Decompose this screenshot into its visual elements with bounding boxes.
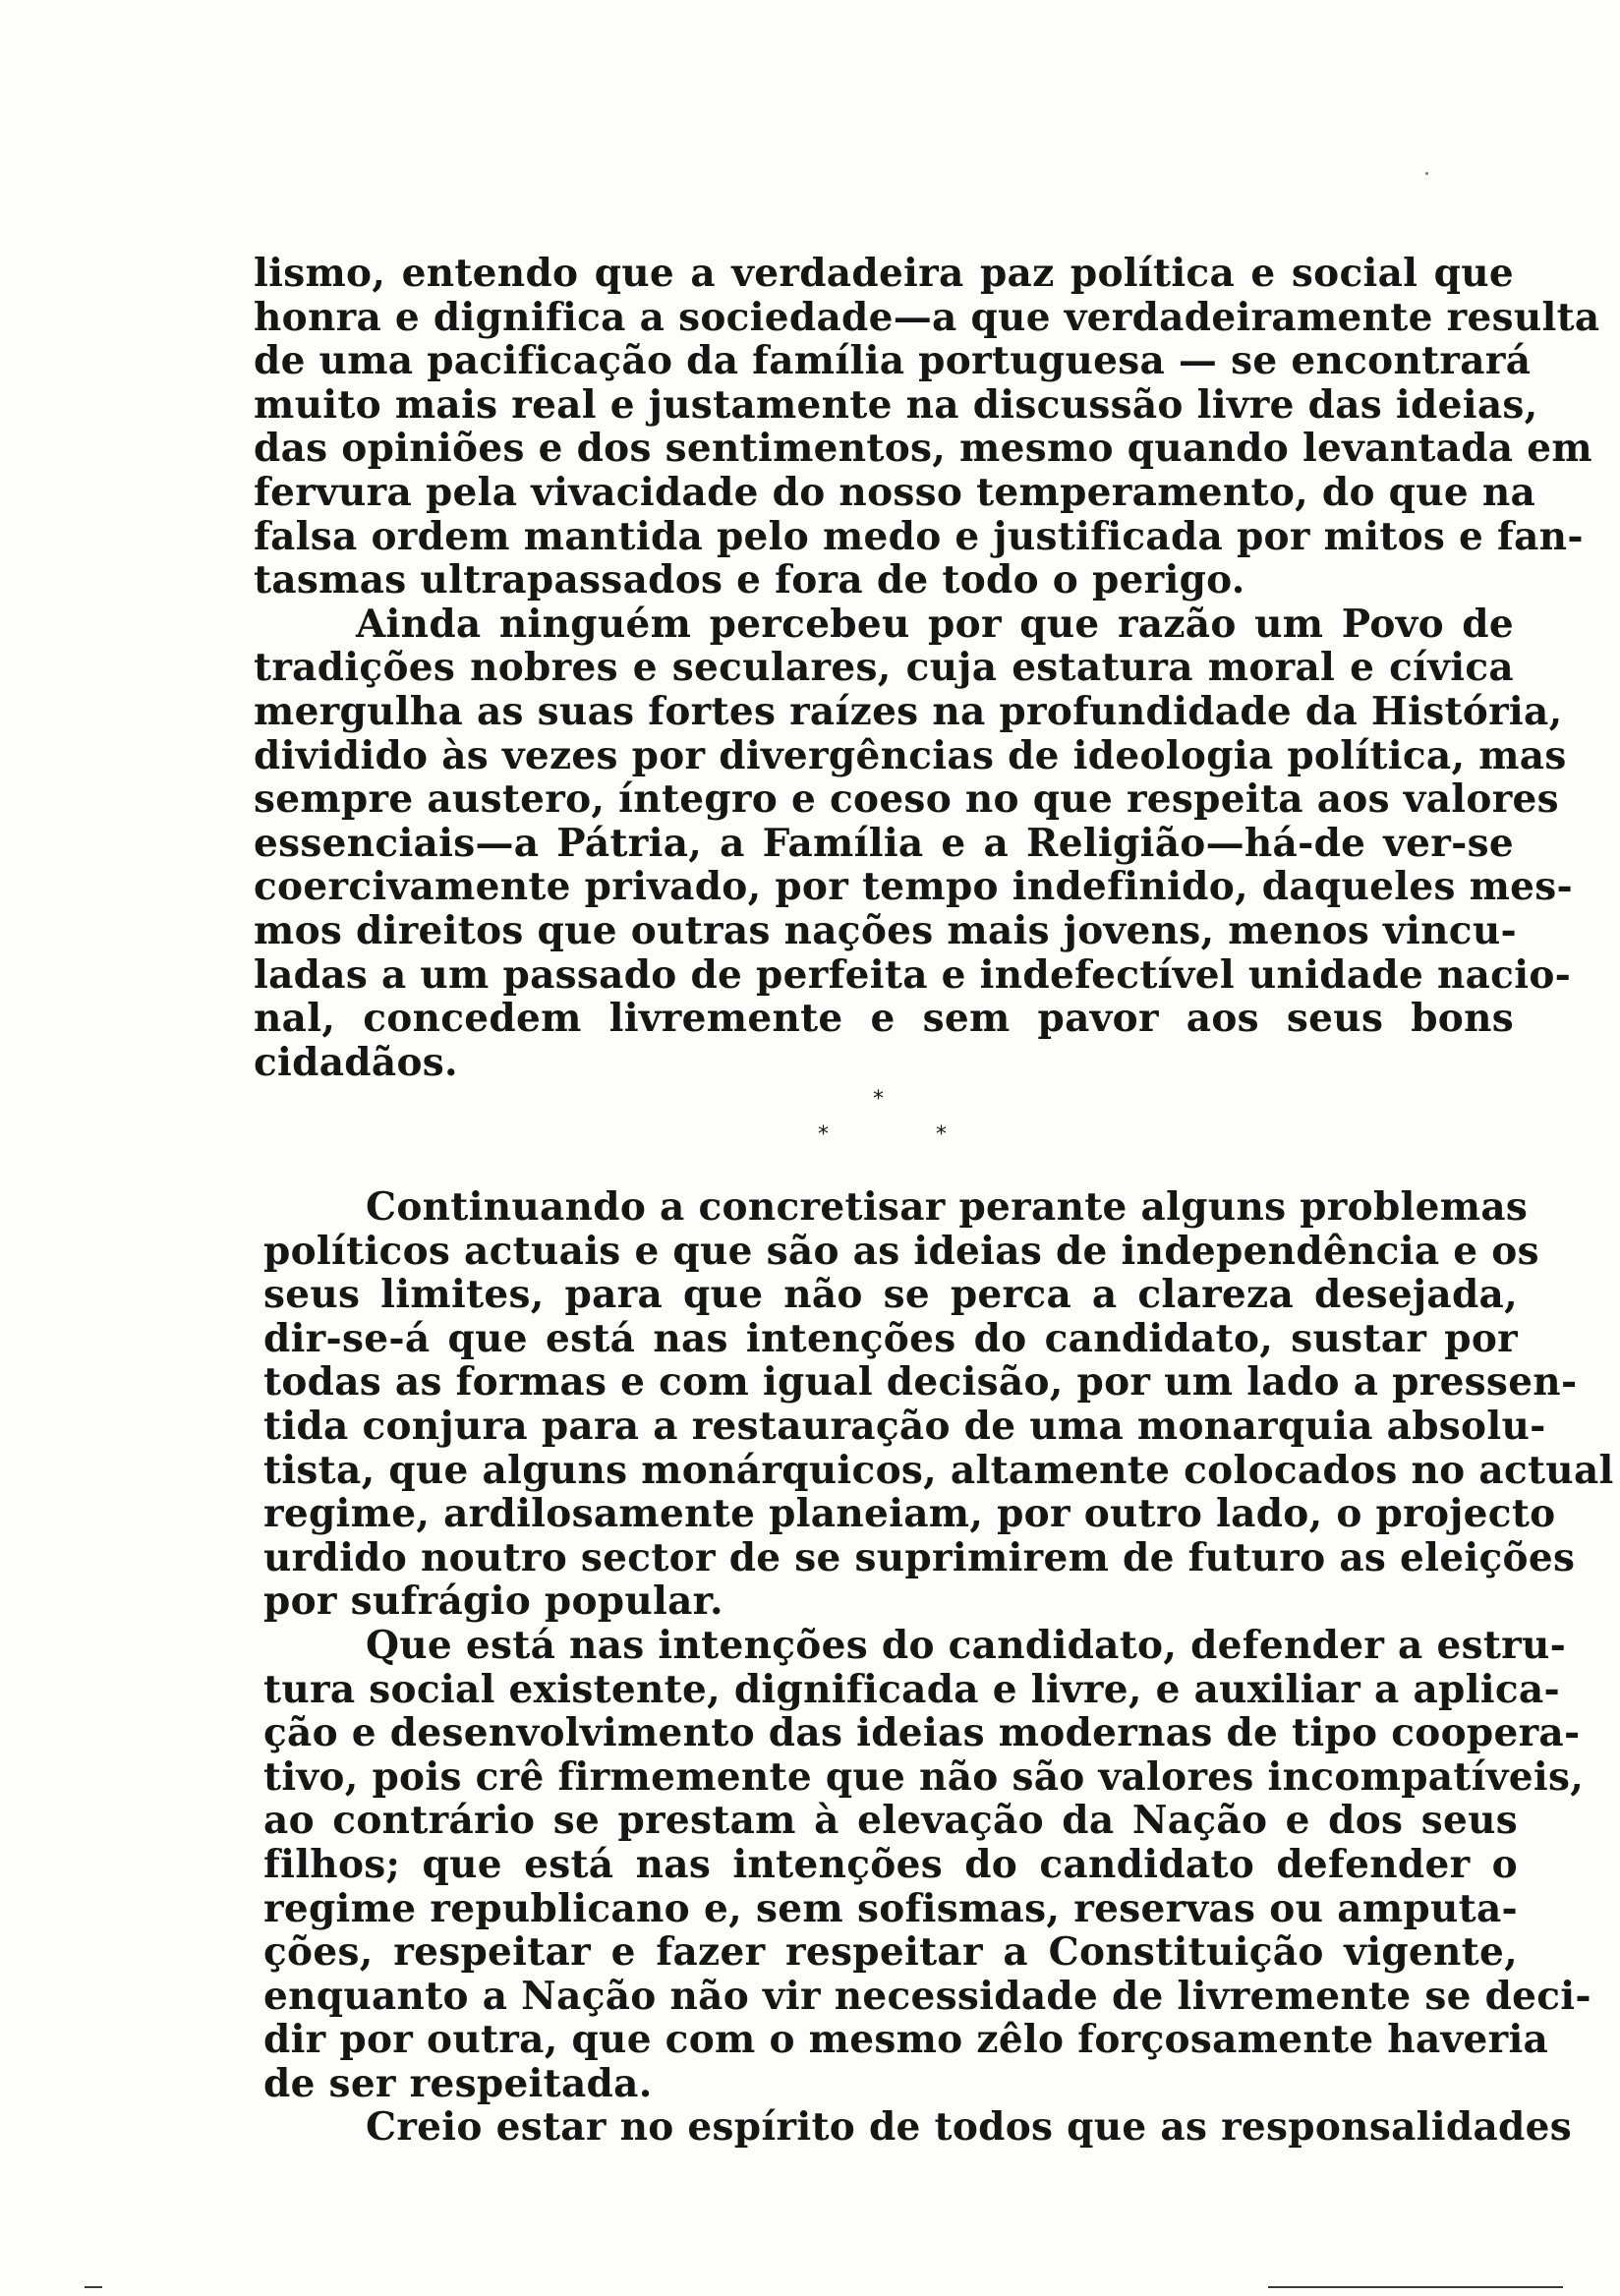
text-line: honra e dignifica a sociedade—a que verdadeiramente resulta: [254, 294, 1600, 340]
paragraph-2: [254, 601, 1574, 1085]
paragraph-1: [254, 251, 1600, 603]
text-line: mos direitos que outras nações mais jovens, menos vincu-: [254, 907, 1517, 953]
text-line: coercivamente privado, por tempo indefinido, daqueles mes-: [254, 864, 1574, 910]
text-line: essenciais—a Pátria, a Família e a Religião—há-de ver-se: [254, 820, 1514, 866]
text-line: Ainda ninguém percebeu por que razão um Povo de: [356, 601, 1514, 647]
text-line: ções, respeitar e fazer respeitar a Constituição vigente,: [263, 1929, 1518, 1976]
text-line: das opiniões e dos sentimentos, mesmo quando levantada em: [254, 426, 1592, 472]
asterisk-icon: *: [936, 1122, 947, 1147]
text-line: todas as formas e com igual decisão, por um lado a pressen-: [263, 1359, 1578, 1406]
text-line: lismo, entendo que a verdadeira paz política e social que: [254, 251, 1514, 296]
text-line: tura social existente, dignificada e livre, e auxiliar a aplica-: [263, 1666, 1560, 1712]
bottom-rule-left: [85, 2286, 102, 2288]
bottom-rule-right: [1268, 2286, 1563, 2288]
text-line: dir por outra, que com o mesmo zêlo forçosamente haveria: [263, 2017, 1549, 2063]
text-line: ção e desenvolvimento das ideias modernas de tipo coopera-: [263, 1710, 1581, 1756]
text-line: mergulha as suas fortes raízes na profundidade da História,: [254, 688, 1563, 734]
text-block-bottom: [263, 1184, 1614, 2151]
paragraph-5: [263, 2104, 1572, 2151]
paragraph-3: [263, 1184, 1614, 1625]
text-line: falsa ordem mantida pelo medo e justificada por mitos e fan-: [254, 513, 1584, 559]
text-line: regime, ardilosamente planeiam, por outro lado, o projecto: [263, 1491, 1556, 1537]
text-line: dir-se-á que está nas intenções do candidato, sustar por: [263, 1315, 1518, 1361]
text-line: ao contrário se prestam à elevação da Nação e dos seus: [263, 1798, 1518, 1844]
text-line: Continuando a concretisar perante alguns problemas: [366, 1184, 1529, 1230]
text-line: cidadãos.: [254, 1039, 458, 1085]
text-line: filhos; que está nas intenções do candidato defender o: [263, 1841, 1518, 1887]
text-line: tradições nobres e seculares, cuja estatura moral e cívica: [254, 645, 1514, 691]
text-block-top: [254, 251, 1600, 1085]
text-line: enquanto a Nação não vir necessidade de livremente se deci-: [263, 1973, 1591, 2019]
text-line: políticos actuais e que são as ideias de independência e os: [263, 1228, 1539, 1274]
paragraph-4: [263, 1622, 1591, 2106]
scan-speck: [1425, 172, 1428, 175]
text-line: por sufrágio popular.: [263, 1578, 723, 1625]
asterisk-icon: *: [873, 1087, 884, 1112]
text-line: seus limites, para que não se perca a clareza desejada,: [263, 1272, 1518, 1318]
asterisk-icon: *: [818, 1122, 829, 1147]
text-line: muito mais real e justamente na discussão livre das ideias,: [254, 381, 1538, 428]
text-line: fervura pela vivacidade do nosso temperamento, do que na: [254, 469, 1536, 515]
text-line: de ser respeitada.: [263, 2060, 653, 2106]
text-line: regime republicano e, sem sofismas, reservas ou amputa-: [263, 1885, 1518, 1931]
text-line: Que está nas intenções do candidato, defender a estru-: [366, 1622, 1567, 1668]
text-line: sempre austero, íntegro e coeso no que respeita aos valores: [254, 776, 1559, 823]
text-line: tida conjura para a restauração de uma monarquia absolu-: [263, 1403, 1546, 1449]
text-line: tista, que alguns monárquicos, altamente colocados no actual: [263, 1447, 1614, 1493]
text-line: Creio estar no espírito de todos que as responsalidades: [366, 2104, 1572, 2151]
text-line: tasmas ultrapassados e fora de todo o perigo.: [254, 557, 1245, 603]
text-line: tivo, pois crê firmemente que não são valores incompatíveis,: [263, 1753, 1585, 1800]
text-line: urdido noutro sector de se suprimirem de futuro as eleições: [263, 1534, 1576, 1580]
text-line: de uma pacificação da família portuguesa — se encontrará: [254, 338, 1532, 384]
text-line: nal, concedem livremente e sem pavor aos seus bons: [254, 996, 1514, 1042]
text-line: ladas a um passado de perfeita e indefectível unidade nacio-: [254, 951, 1572, 998]
text-line: dividido às vezes por divergências de ideologia política, mas: [254, 732, 1567, 778]
section-separator: [816, 1087, 947, 1147]
